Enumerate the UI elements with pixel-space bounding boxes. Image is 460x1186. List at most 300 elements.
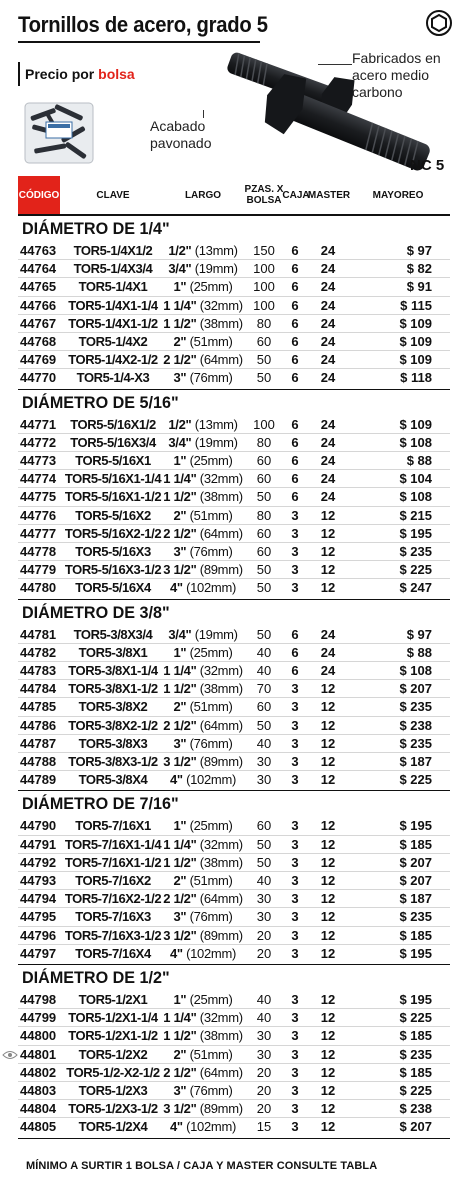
section-title: DIÁMETRO DE 7/16" — [22, 794, 179, 814]
product-clave: TOR5-1/2X1-1/4 — [68, 1010, 158, 1026]
master-qty: 12 — [320, 836, 336, 852]
box-qty: 3 — [291, 945, 299, 961]
product-code: 44765 — [20, 279, 57, 295]
length — [160, 645, 246, 660]
col-caja: CAJA — [282, 189, 310, 201]
product-clave: TOR5-1/4X2-1/2 — [68, 352, 158, 368]
product-code: 44768 — [20, 334, 57, 349]
table-row[interactable] — [0, 1082, 460, 1100]
pieces-per-bag: 60 — [256, 334, 272, 349]
table-row[interactable] — [0, 1100, 460, 1118]
table-row[interactable] — [0, 242, 460, 260]
length-mm: (25mm) — [189, 279, 233, 295]
feature-pointer-material — [318, 64, 352, 65]
length — [160, 818, 246, 833]
table-row[interactable] — [0, 260, 460, 278]
product-code: 44774 — [20, 471, 57, 487]
length-inches: 1 1/2" — [163, 489, 197, 505]
master-qty: 24 — [320, 352, 336, 368]
length — [160, 471, 246, 486]
box-qty: 6 — [291, 352, 299, 368]
length-inches: 1" — [173, 818, 187, 834]
length-inches: 3/4" — [168, 261, 192, 277]
table-row[interactable] — [0, 753, 460, 771]
length-mm: (51mm) — [189, 334, 233, 349]
table-row[interactable] — [0, 1064, 460, 1082]
product-code: 44763 — [20, 243, 57, 258]
length-inches: 4" — [169, 772, 183, 788]
pieces-per-bag: 60 — [256, 471, 272, 487]
product-code: 44770 — [20, 370, 57, 386]
length — [160, 946, 246, 961]
wholesale-price: $ 247 — [399, 580, 432, 596]
box-qty: 3 — [291, 562, 299, 578]
product-code: 44778 — [20, 544, 57, 559]
wholesale-price: $ 207 — [399, 1119, 432, 1135]
box-qty: 3 — [291, 1046, 299, 1062]
feature-finish: Acabado pavonado — [150, 118, 212, 151]
product-code: 44776 — [20, 507, 57, 523]
length-inches: 2" — [173, 334, 187, 349]
price-marker — [18, 62, 20, 86]
product-code: 44788 — [20, 754, 57, 769]
table-row[interactable] — [0, 945, 460, 963]
table-row[interactable] — [0, 680, 460, 698]
table-row[interactable] — [0, 351, 460, 369]
product-clave: TOR5-3/8X4 — [78, 772, 148, 788]
box-qty: 6 — [291, 434, 299, 450]
table-row[interactable] — [0, 817, 460, 835]
table-row[interactable] — [0, 333, 460, 351]
length — [160, 453, 246, 468]
product-clave: TOR5-3/8X3/4 — [73, 626, 153, 642]
section-title: DIÁMETRO DE 5/16" — [22, 392, 179, 412]
pieces-per-bag: 50 — [256, 580, 272, 596]
master-qty: 24 — [320, 334, 336, 349]
table-row[interactable] — [0, 717, 460, 735]
length-inches: 1" — [173, 453, 187, 468]
length-mm: (89mm) — [199, 754, 243, 769]
length — [160, 1065, 246, 1080]
pieces-per-bag: 50 — [256, 562, 272, 578]
length-mm: (89mm) — [199, 1101, 243, 1117]
box-qty: 3 — [291, 754, 299, 769]
pieces-per-bag: 50 — [256, 370, 272, 386]
length-mm: (102mm) — [186, 772, 237, 788]
table-row[interactable] — [0, 543, 460, 561]
table-row[interactable] — [0, 1009, 460, 1027]
length-inches: 1/2" — [168, 416, 192, 432]
master-qty: 12 — [320, 909, 336, 925]
box-qty: 3 — [291, 909, 299, 925]
wholesale-price: $ 88 — [406, 644, 432, 660]
table-row[interactable] — [0, 626, 460, 644]
box-qty: 6 — [291, 334, 299, 349]
table-row[interactable] — [0, 890, 460, 908]
page-title: Tornillos de acero, grado 5 — [18, 12, 268, 37]
table-row[interactable] — [0, 1027, 460, 1045]
product-clave: TOR5-3/8X2-1/2 — [68, 717, 158, 733]
product-code: 44773 — [20, 453, 57, 468]
table-row[interactable] — [0, 297, 460, 315]
pieces-per-bag: 40 — [256, 663, 272, 678]
footer-note: MÍNIMO A SURTIR 1 BOLSA / CAJA Y MASTER CONSULTE TABLA — [26, 1160, 378, 1172]
table-row[interactable] — [0, 488, 460, 506]
pieces-per-bag: 50 — [256, 352, 272, 368]
section-rule — [18, 1138, 450, 1139]
master-qty: 12 — [320, 735, 336, 751]
wholesale-price: $ 88 — [406, 453, 432, 468]
product-code: 44785 — [20, 699, 57, 715]
length — [160, 580, 246, 595]
length-inches: 4" — [169, 580, 183, 596]
product-code: 44802 — [20, 1064, 57, 1080]
product-clave: TOR5-3/8X1-1/2 — [68, 681, 158, 697]
box-qty: 6 — [291, 626, 299, 642]
length — [160, 435, 246, 450]
product-code: 44799 — [20, 1010, 57, 1026]
product-clave: TOR5-1/2X4 — [78, 1119, 148, 1135]
product-clave: TOR5-7/16X3-1/2 — [64, 927, 162, 943]
master-qty: 12 — [320, 1101, 336, 1117]
table-row[interactable] — [0, 561, 460, 579]
length-inches: 1 1/2" — [163, 315, 197, 331]
length — [160, 316, 246, 331]
table-row[interactable] — [0, 836, 460, 854]
product-code: 44791 — [20, 836, 57, 852]
section-rule — [18, 964, 450, 965]
wholesale-price: $ 207 — [399, 681, 432, 697]
pieces-per-bag: 60 — [256, 544, 272, 559]
product-code: 44769 — [20, 352, 57, 368]
length — [160, 718, 246, 733]
box-qty: 6 — [291, 663, 299, 678]
master-qty: 24 — [320, 243, 336, 258]
master-qty: 12 — [320, 818, 336, 834]
length — [160, 261, 246, 276]
wholesale-price: $ 97 — [406, 243, 432, 258]
table-row[interactable] — [0, 644, 460, 662]
length — [160, 928, 246, 943]
wholesale-price: $ 195 — [399, 992, 432, 1007]
master-qty: 12 — [320, 507, 336, 523]
length — [160, 681, 246, 696]
length — [160, 279, 246, 294]
length-inches: 3 1/2" — [163, 1101, 197, 1117]
wholesale-price: $ 118 — [400, 370, 432, 386]
table-row[interactable] — [0, 991, 460, 1009]
product-clave: TOR5-5/16X3/4 — [70, 434, 156, 450]
box-qty: 3 — [291, 873, 299, 888]
table-row[interactable] — [0, 908, 460, 926]
pieces-per-bag: 80 — [256, 507, 272, 523]
pieces-per-bag: 30 — [256, 754, 272, 769]
product-clave: TOR5-7/16X2-1/2 — [64, 891, 162, 907]
product-clave: TOR5-5/16X4 — [75, 580, 151, 596]
master-qty: 12 — [320, 699, 336, 715]
master-qty: 24 — [320, 416, 336, 432]
product-code: 44800 — [20, 1028, 57, 1044]
product-code: 44794 — [20, 891, 57, 907]
length-mm: (76mm) — [189, 909, 233, 925]
table-row[interactable] — [0, 698, 460, 716]
table-row[interactable] — [0, 1046, 460, 1064]
length-mm: (64mm) — [199, 717, 243, 733]
table-row[interactable] — [0, 872, 460, 890]
length-mm: (64mm) — [199, 1064, 243, 1080]
length-inches: 1 1/2" — [163, 854, 197, 870]
col-master: MASTER — [307, 189, 351, 201]
pieces-per-bag: 40 — [256, 992, 272, 1007]
table-row[interactable] — [0, 1118, 460, 1136]
wholesale-price: $ 225 — [399, 772, 432, 788]
length-mm: (32mm) — [199, 836, 243, 852]
pieces-per-bag: 100 — [253, 279, 275, 295]
wholesale-price: $ 225 — [399, 562, 432, 578]
length — [160, 334, 246, 349]
box-qty: 6 — [291, 453, 299, 468]
master-qty: 24 — [320, 261, 336, 277]
product-code: 44792 — [20, 854, 57, 870]
box-qty: 3 — [291, 525, 299, 541]
length-inches: 3/4" — [168, 434, 192, 450]
wholesale-price: $ 108 — [399, 434, 432, 450]
product-clave: TOR5-1/2X1 — [78, 992, 148, 1007]
box-qty: 3 — [291, 507, 299, 523]
length-inches: 3" — [173, 544, 187, 559]
box-qty: 6 — [291, 243, 299, 258]
wholesale-price: $ 185 — [399, 927, 432, 943]
length-mm: (25mm) — [189, 453, 233, 468]
product-code: 44790 — [20, 818, 57, 834]
length — [160, 873, 246, 888]
box-qty: 3 — [291, 1010, 299, 1026]
length-inches: 2 1/2" — [163, 717, 197, 733]
length-mm: (38mm) — [199, 681, 243, 697]
pieces-per-bag: 60 — [256, 525, 272, 541]
length-mm: (76mm) — [189, 1083, 233, 1098]
master-qty: 24 — [320, 626, 336, 642]
master-qty: 12 — [320, 525, 336, 541]
product-code: 44787 — [20, 735, 57, 751]
product-clave: TOR5-1/2X3-1/2 — [68, 1101, 158, 1117]
master-qty: 24 — [320, 453, 336, 468]
master-qty: 24 — [320, 279, 336, 295]
master-qty: 12 — [320, 754, 336, 769]
product-clave: TOR5-5/16X2 — [75, 507, 151, 523]
wholesale-price: $ 195 — [399, 818, 432, 834]
product-code: 44796 — [20, 927, 57, 943]
product-clave: TOR5-1/4-X3 — [76, 370, 150, 386]
pieces-per-bag: 30 — [256, 1028, 272, 1044]
wholesale-price: $ 97 — [406, 626, 432, 642]
product-clave: TOR5-3/8X2 — [78, 699, 148, 715]
table-row[interactable] — [0, 854, 460, 872]
product-clave: TOR5-5/16X1-1/4 — [64, 471, 162, 487]
length-mm: (76mm) — [189, 544, 233, 559]
table-row[interactable] — [0, 735, 460, 753]
wholesale-price: $ 207 — [399, 854, 432, 870]
master-qty: 12 — [320, 562, 336, 578]
length-inches: 1/2" — [168, 243, 192, 258]
table-row[interactable] — [0, 579, 460, 597]
length-mm: (32mm) — [199, 1010, 243, 1026]
box-qty: 3 — [291, 854, 299, 870]
master-qty: 24 — [320, 489, 336, 505]
length-mm: (38mm) — [199, 1028, 243, 1044]
table-row[interactable] — [0, 416, 460, 434]
master-qty: 24 — [320, 370, 336, 386]
master-qty: 12 — [320, 891, 336, 907]
box-qty: 6 — [291, 279, 299, 295]
master-qty: 12 — [320, 854, 336, 870]
master-qty: 12 — [320, 1046, 336, 1062]
box-qty: 3 — [291, 1119, 299, 1135]
wholesale-price: $ 225 — [399, 1010, 432, 1026]
pieces-per-bag: 40 — [256, 1010, 272, 1026]
box-qty: 3 — [291, 992, 299, 1007]
box-qty: 3 — [291, 1064, 299, 1080]
box-qty: 6 — [291, 370, 299, 386]
table-row[interactable] — [0, 315, 460, 333]
wholesale-price: $ 235 — [399, 735, 432, 751]
length-inches: 2 1/2" — [163, 352, 197, 368]
product-clave: TOR5-1/4X1/2 — [73, 243, 153, 258]
product-code: 44793 — [20, 873, 57, 888]
length-inches: 1 1/4" — [163, 836, 197, 852]
pieces-per-bag: 50 — [256, 626, 272, 642]
box-qty: 3 — [291, 735, 299, 751]
product-clave: TOR5-3/8X1 — [78, 644, 148, 660]
product-code: 44767 — [20, 315, 57, 331]
product-code: 44797 — [20, 945, 57, 961]
table-row[interactable] — [0, 470, 460, 488]
length-inches: 2 1/2" — [163, 525, 197, 541]
length-mm: (102mm) — [186, 1119, 237, 1135]
box-qty: 3 — [291, 818, 299, 834]
length-inches: 3 1/2" — [163, 562, 197, 578]
pieces-per-bag: 60 — [256, 699, 272, 715]
wholesale-price: $ 108 — [399, 663, 432, 678]
length — [160, 243, 246, 258]
pieces-per-bag: 30 — [256, 1046, 272, 1062]
section-rule — [18, 599, 450, 600]
product-code: 44772 — [20, 434, 57, 450]
pieces-per-bag: 60 — [256, 818, 272, 834]
table-header — [0, 176, 460, 216]
product-clave: TOR5-3/8X3 — [78, 735, 148, 751]
master-qty: 12 — [320, 1064, 336, 1080]
length — [160, 909, 246, 924]
pieces-per-bag: 20 — [256, 1064, 272, 1080]
length-inches: 4" — [169, 1119, 183, 1135]
length-mm: (32mm) — [199, 663, 243, 678]
table-row[interactable] — [0, 369, 460, 387]
feature-material-text — [352, 50, 456, 101]
pieces-per-bag: 20 — [256, 1083, 272, 1098]
length-inches: 1" — [173, 992, 187, 1007]
eye-icon[interactable] — [2, 1050, 18, 1060]
product-code: 44805 — [20, 1119, 57, 1135]
box-qty: 3 — [291, 836, 299, 852]
length — [160, 772, 246, 787]
price-prefix: Precio por — [25, 66, 99, 82]
wholesale-price: $ 207 — [399, 873, 432, 888]
section-rule — [18, 389, 450, 390]
col-codigo: CÓDIGO — [18, 176, 60, 214]
length — [160, 754, 246, 769]
product-clave: TOR5-1/2X3 — [78, 1083, 148, 1098]
pieces-per-bag: 80 — [256, 434, 272, 450]
length-inches: 2" — [173, 699, 187, 715]
box-qty: 3 — [291, 891, 299, 907]
product-code: 44801 — [20, 1046, 57, 1062]
table-row[interactable] — [0, 452, 460, 470]
product-clave: TOR5-7/16X2 — [75, 873, 151, 888]
length-inches: 2" — [173, 507, 187, 523]
product-clave: TOR5-5/16X2-1/2 — [64, 525, 162, 541]
product-clave: TOR5-7/16X1-1/4 — [64, 836, 162, 852]
length-mm: (38mm) — [199, 854, 243, 870]
table-row[interactable] — [0, 507, 460, 525]
table-row[interactable] — [0, 771, 460, 789]
length-mm: (51mm) — [189, 699, 233, 715]
product-code: 44771 — [20, 416, 57, 432]
length — [160, 1028, 246, 1043]
wholesale-price: $ 185 — [399, 836, 432, 852]
wholesale-price: $ 235 — [399, 1046, 432, 1062]
product-code: 44784 — [20, 681, 57, 697]
wholesale-price: $ 187 — [399, 891, 432, 907]
pieces-per-bag: 40 — [256, 873, 272, 888]
product-code: 44775 — [20, 489, 57, 505]
section-title: DIÁMETRO DE 1/4" — [22, 219, 170, 238]
table-row[interactable] — [0, 278, 460, 296]
box-qty: 3 — [291, 927, 299, 943]
pieces-per-bag: 100 — [253, 261, 275, 277]
length — [160, 526, 246, 541]
product-clave: TOR5-5/16X3-1/2 — [64, 562, 162, 578]
master-qty: 12 — [320, 772, 336, 788]
table-row[interactable] — [0, 662, 460, 680]
box-qty: 6 — [291, 489, 299, 505]
wholesale-price: $ 82 — [406, 261, 432, 277]
master-qty: 24 — [320, 471, 336, 487]
master-qty: 24 — [320, 315, 336, 331]
length-mm: (89mm) — [199, 927, 243, 943]
length-mm: (38mm) — [199, 489, 243, 505]
length-inches: 3 1/2" — [163, 754, 197, 769]
table-row[interactable] — [0, 927, 460, 945]
table-row[interactable] — [0, 434, 460, 452]
length-inches: 1" — [173, 644, 187, 660]
box-qty: 3 — [291, 580, 299, 596]
length-inches: 3 1/2" — [163, 927, 197, 943]
box-qty: 6 — [291, 297, 299, 313]
length-inches: 1 1/2" — [163, 681, 197, 697]
wholesale-price: $ 235 — [399, 699, 432, 715]
wholesale-price: $ 215 — [399, 507, 432, 523]
wholesale-price: $ 109 — [399, 416, 432, 432]
product-code: 44766 — [20, 297, 57, 313]
pieces-per-bag: 20 — [256, 945, 272, 961]
table-row[interactable] — [0, 525, 460, 543]
hex-nut-icon — [426, 10, 452, 36]
pieces-per-bag: 50 — [256, 717, 272, 733]
length-mm: (64mm) — [199, 352, 243, 368]
wholesale-price: $ 104 — [399, 471, 432, 487]
feature-finish-text — [150, 118, 224, 152]
